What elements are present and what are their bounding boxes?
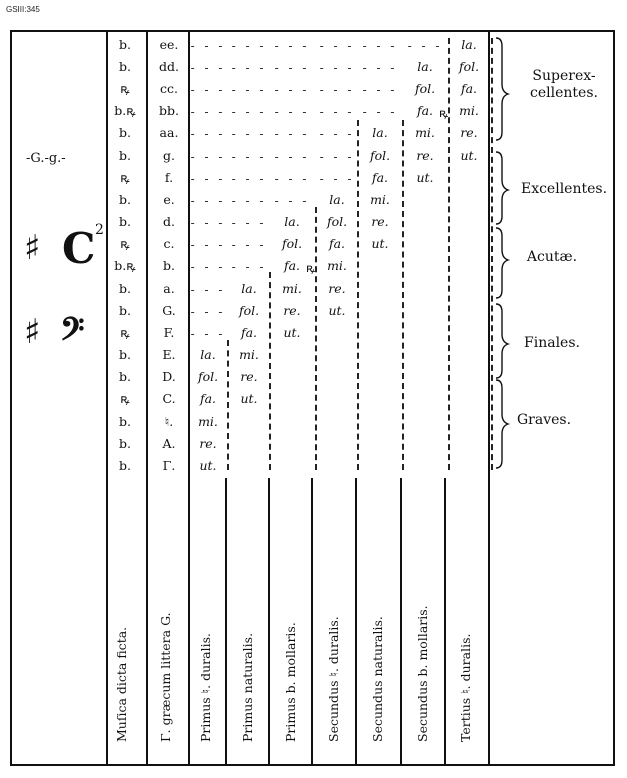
gamut-cell: b. (163, 258, 175, 273)
syllable-cell: mi. (239, 347, 259, 362)
header-primus-naturalis: Primus naturalis. (240, 632, 255, 742)
musica-cell: ꝶ (120, 391, 130, 406)
syllable-cell: fol. (281, 236, 303, 251)
group-label-acutae: Acutæ. (526, 249, 578, 265)
dash-filler: - - - (319, 83, 355, 97)
dash-filler: - - - (231, 61, 267, 75)
dash-filler: - - - (231, 172, 267, 186)
dash-filler: - - - (190, 238, 226, 252)
frame-left (10, 30, 12, 766)
group-label-superexcellentes (514, 68, 614, 102)
dash-filler: - - - (274, 61, 310, 75)
g-g-label: -G.-g.- (26, 151, 66, 166)
dash-filler: - - - (362, 83, 398, 97)
syllable-cell: ut. (283, 325, 301, 340)
gamut-cell: ee. (159, 37, 179, 52)
dash-filler: - - - (190, 194, 226, 208)
hexachord-divider (402, 120, 404, 470)
dash-filler: - - - (190, 305, 226, 319)
syllable-cell: re. (416, 148, 434, 163)
musica-cell: b.ꝶ (114, 258, 136, 273)
syllable-cell: la. (461, 37, 477, 52)
syllable-cell: re. (283, 303, 301, 318)
dash-filler: - - - (231, 127, 267, 141)
syllable-cell: fa. (328, 236, 346, 251)
header-rule-3 (311, 478, 313, 766)
dash-filler: - - - (274, 105, 310, 119)
gamut-cell: bb. (159, 103, 179, 118)
gamut-cell: aa. (159, 125, 179, 140)
gamut-cell: d. (163, 214, 175, 229)
group-label-excellentes: Excellentes. (520, 181, 608, 197)
header-musica: Muſica dicta ficta. (114, 626, 129, 742)
column-rule-2 (146, 30, 148, 766)
syllable-cell: fa. (371, 170, 389, 185)
header-rule-1 (225, 478, 227, 766)
dash-filler: - - - (274, 39, 310, 53)
musica-cell: b.ꝶ (114, 103, 136, 118)
dash-filler: - - - (319, 61, 355, 75)
musica-cell: b. (119, 303, 131, 318)
dash-filler: - - - (231, 105, 267, 119)
syllable-cell: fol. (369, 148, 391, 163)
header-secundus-duralis: Secundus ♮. duralis. (326, 616, 341, 742)
syllable-cell: fol. (326, 214, 348, 229)
syllable-cell: fa. (416, 103, 434, 118)
hexachord-divider (448, 38, 450, 470)
c-clef-icon: C (62, 224, 96, 273)
dash-filler: - - - (274, 127, 310, 141)
gamut-cell: g. (163, 148, 175, 163)
syllable-cell: fol. (238, 303, 260, 318)
header-gamma: Γ. græcum littera G. (158, 612, 173, 742)
musica-cell: ꝶ (120, 236, 130, 251)
gamut-cell: c. (163, 236, 175, 251)
gamut-cell: dd. (159, 59, 179, 74)
gamut-cell: ♮. (164, 414, 174, 429)
dash-filler: - - - (190, 327, 226, 341)
dash-filler: - - - (231, 150, 267, 164)
musica-cell: b. (119, 125, 131, 140)
dash-filler: - - - (319, 172, 355, 186)
musica-cell: b. (119, 414, 131, 429)
f-clef-icon: 𝄢 (60, 310, 85, 355)
syllable-cell: ut. (460, 148, 478, 163)
dash-filler: - - - (190, 283, 226, 297)
syllable-cell: ut. (328, 303, 346, 318)
dash-filler: - - - (190, 172, 226, 186)
header-tertius-duralis: Tertius ♮. duralis. (458, 633, 473, 742)
syllable-cell: ut. (199, 458, 217, 473)
syllable-cell: mi. (327, 258, 347, 273)
group-label-line: Superex- (532, 68, 596, 84)
header-rule-2 (268, 478, 270, 766)
syllable-cell: re. (328, 281, 346, 296)
dash-filler: - - - (274, 172, 310, 186)
header-rule-6 (444, 478, 446, 766)
musica-cell: b. (119, 436, 131, 451)
gamut-cell: D. (162, 369, 176, 384)
dash-filler: - - - (319, 39, 355, 53)
musica-cell: b. (119, 37, 131, 52)
brace-superexcellentes (496, 38, 508, 140)
dash-filler: - - - (231, 216, 267, 230)
dash-filler: - - - (231, 39, 267, 53)
musica-cell: ꝶ (120, 81, 130, 96)
f-clef-symbol (20, 310, 110, 360)
syllable-cell: ut. (371, 236, 389, 251)
dash-filler: - - - (231, 238, 267, 252)
gamut-cell: F. (163, 325, 175, 340)
syllable-cell: fol. (197, 369, 219, 384)
group-label-graves: Graves. (516, 412, 572, 428)
syllable-cell: re. (240, 369, 258, 384)
musica-cell: b. (119, 214, 131, 229)
sharp-icon: ♯ (24, 228, 41, 268)
hexachord-divider (491, 38, 493, 470)
top-rule (10, 30, 614, 32)
header-code: GSIII:345 (6, 5, 40, 14)
dash-filler: - - - (190, 150, 226, 164)
mi-fa-sign-icon: ꝶ (306, 261, 316, 275)
syllable-cell: fol. (458, 59, 480, 74)
brace-excellentes (496, 152, 508, 224)
syllable-cell: la. (372, 125, 388, 140)
group-label-finales: Finales. (524, 335, 580, 351)
header-rule-4 (355, 478, 357, 766)
gamut-cell: f. (164, 170, 174, 185)
dash-filler: - - - (190, 61, 226, 75)
gamut-cell: A. (162, 436, 176, 451)
gamut-cell: C. (162, 391, 176, 406)
header-primus-duralis: Primus ♮. duralis. (198, 633, 213, 742)
musica-cell: b. (119, 347, 131, 362)
dash-filler: - - - (319, 127, 355, 141)
syllable-cell: la. (284, 214, 300, 229)
dash-filler: - - - (407, 39, 443, 53)
syllable-cell: mi. (282, 281, 302, 296)
musica-cell: ꝶ (120, 325, 130, 340)
dash-filler: - - - (190, 260, 226, 274)
hexachord-divider (357, 120, 359, 470)
syllable-cell: ut. (240, 391, 258, 406)
header-secundus-naturalis: Secundus naturalis. (370, 616, 385, 742)
musica-cell: b. (119, 148, 131, 163)
syllable-cell: la. (329, 192, 345, 207)
frame-right (613, 30, 615, 766)
syllable-cell: la. (241, 281, 257, 296)
syllable-cell: la. (417, 59, 433, 74)
header-primus-mollaris: Primus b. mollaris. (283, 622, 298, 742)
musica-cell: b. (119, 59, 131, 74)
syllable-cell: re. (460, 125, 478, 140)
syllable-cell: mi. (198, 414, 218, 429)
syllable-cell: ut. (416, 170, 434, 185)
syllable-cell: re. (199, 436, 217, 451)
gamut-cell: E. (162, 347, 176, 362)
musica-cell: b. (119, 281, 131, 296)
dash-filler: - - - (190, 39, 226, 53)
header-secundus-mollaris: Secundus b. mollaris. (415, 605, 430, 742)
musica-cell: ꝶ (120, 170, 130, 185)
dash-filler: - - - (274, 194, 310, 208)
gamut-cell: e. (163, 192, 175, 207)
dash-filler: - - - (190, 216, 226, 230)
gamut-cell: Γ. (162, 458, 176, 473)
musica-cell: b. (119, 192, 131, 207)
mi-fa-sign-icon: ꝶ (439, 106, 449, 120)
dash-filler: - - - (319, 105, 355, 119)
syllable-cell: fa. (199, 391, 217, 406)
hexachord-divider (269, 272, 271, 470)
syllable-cell: mi. (415, 125, 435, 140)
dash-filler: - - - (190, 83, 226, 97)
syllable-cell: mi. (459, 103, 479, 118)
syllable-cell: la. (200, 347, 216, 362)
dash-filler: - - - (362, 39, 398, 53)
dash-filler: - - - (362, 61, 398, 75)
dash-filler: - - - (274, 150, 310, 164)
dash-filler: - - - (274, 83, 310, 97)
dash-filler: - - - (231, 260, 267, 274)
syllable-cell: fol. (414, 81, 436, 96)
dash-filler: - - - (190, 105, 226, 119)
gamut-cell: a. (163, 281, 175, 296)
c-clef-superscript: 2 (95, 222, 104, 238)
header-rule-5 (400, 478, 402, 766)
musica-cell: b. (119, 458, 131, 473)
dash-filler: - - - (190, 127, 226, 141)
gamut-cell: G. (162, 303, 176, 318)
dash-filler: - - - (231, 83, 267, 97)
syllable-cell: re. (371, 214, 389, 229)
dash-filler: - - - (231, 194, 267, 208)
syllable-cell: fa. (460, 81, 478, 96)
group-label-line: cellentes. (530, 85, 598, 101)
column-rule-4 (488, 30, 490, 766)
syllable-cell: mi. (370, 192, 390, 207)
syllable-cell: fa. (240, 325, 258, 340)
sharp-icon: ♯ (24, 312, 41, 352)
c-clef-symbol (20, 222, 110, 282)
dash-filler: - - - (362, 105, 398, 119)
dash-filler: - - - (319, 150, 355, 164)
gamut-cell: cc. (160, 81, 178, 96)
musica-cell: b. (119, 369, 131, 384)
syllable-cell: fa. (283, 258, 301, 273)
